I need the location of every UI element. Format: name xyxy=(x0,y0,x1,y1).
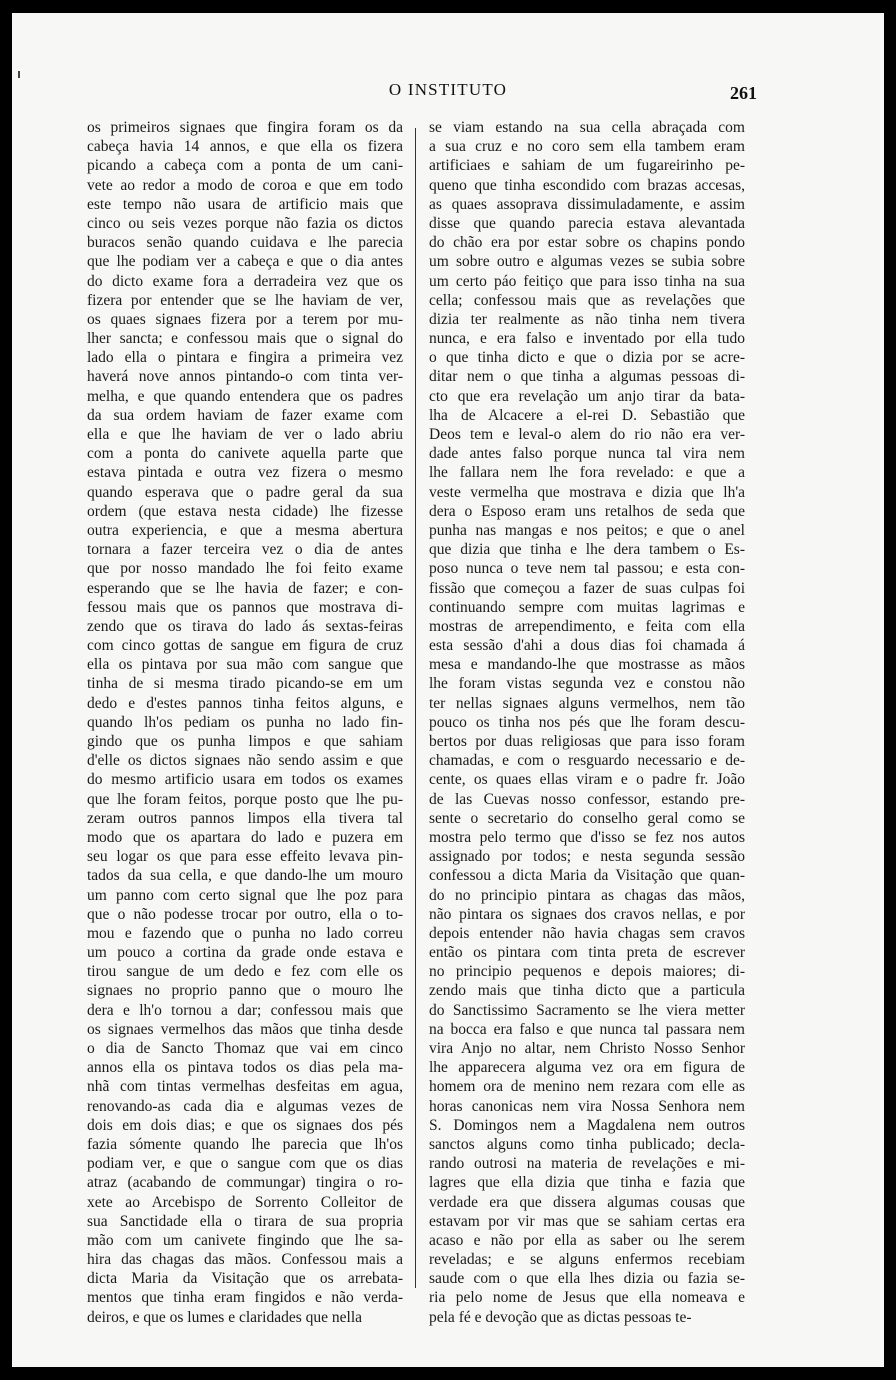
text-line: vete ao redor a modo de coroa e que em todo xyxy=(87,176,403,194)
text-line: assignado por todos; e nesta segunda sessão xyxy=(429,848,745,866)
text-line: haverá nove annos pintando-o com tinta ver- xyxy=(87,368,403,386)
text-line: um panno com certo signal que lhe poz para xyxy=(87,886,403,904)
text-line: lagres que ella dizia que tinha e fazia que xyxy=(429,1174,745,1192)
text-line: dera o Esposo eram uns retalhos de seda que xyxy=(429,502,745,520)
text-line: rando outrosi na materia de revelações e mi- xyxy=(429,1155,745,1173)
text-line: ter nellas signaes alguns vermelhos, nem tão xyxy=(429,694,745,712)
text-line: poso nunca o teve nem tal passou; e esta con- xyxy=(429,560,745,578)
text-line: lado ella o pintara e fingira a primeira vez xyxy=(87,349,403,367)
text-line: não pintara os signaes dos cravos nellas, e por xyxy=(429,905,745,923)
text-line: no principio pequenos e depois maiores; di- xyxy=(429,963,745,981)
text-line: mentos que tinha eram fingidos e não verda- xyxy=(87,1289,403,1307)
text-line: esta sessão d'ahi a dous dias foi chamada á xyxy=(429,637,745,655)
text-line: dizia ter realmente as não tinha nem tivera xyxy=(429,310,745,328)
text-line: da sua ordem haviam de fazer exame com xyxy=(87,406,403,424)
text-line: mostra pelo termo que d'isso se fez nos autos xyxy=(429,828,745,846)
text-line: lhe foram vistas segunda vez e constou não xyxy=(429,675,745,693)
text-line: annos ella os pintava todos os dias pela ma- xyxy=(87,1059,403,1077)
text-line: tirou sangue de um dedo e fez com elle os xyxy=(87,963,403,981)
text-line: esperando que se lhe havia de fazer; e con- xyxy=(87,579,403,597)
text-line: mão com um canivete fingindo que lhe sa- xyxy=(87,1231,403,1249)
text-line: tornara a fazer terceira vez o dia de antes xyxy=(87,541,403,559)
text-line: xete ao Arcebispo de Sorrento Colleitor de xyxy=(87,1193,403,1211)
text-line: um sobre outro e algumas vezes se subia sobre xyxy=(429,253,745,271)
text-line: fizera por entender que se lhe haviam de ver, xyxy=(87,291,403,309)
text-line: picando a cabeça com a ponta de um cani- xyxy=(87,157,403,175)
text-line: outra experiencia, e que a mesma abertura xyxy=(87,521,403,539)
text-line: do mesmo artificio usara em todos os exames xyxy=(87,771,403,789)
text-line: pela fé e devoção que as dictas pessoas te- xyxy=(429,1308,692,1326)
text-line: lher sancta; e confessou mais que o signal do xyxy=(87,330,403,348)
text-line: melha, e que quando entendera que os padres xyxy=(87,387,403,405)
text-line: fissão que começou a fazer de suas culpas foi xyxy=(429,579,745,597)
text-line: do no principio pintara as chagas das mãos, xyxy=(429,886,745,904)
right-column xyxy=(429,118,745,1327)
text-line: as quaes assoprava dissimuladamente, e assim xyxy=(429,195,745,213)
text-line: que lhe foram feitos, porque posto que lhe pu- xyxy=(87,790,403,808)
text-line: estavam por vir mas que se sahiam certas era xyxy=(429,1212,745,1230)
text-line: fessou mais que os pannos que mostrava di- xyxy=(87,598,403,616)
text-line: ditar nem o que tinha a algumas pessoas di- xyxy=(429,368,745,386)
text-line: buracos senão quando cuidava e lhe parecia xyxy=(87,234,403,252)
text-line: sua Sanctidade ella o tirara de sua propria xyxy=(87,1212,403,1230)
text-line: os primeiros signaes que fingira foram os da xyxy=(87,119,403,136)
text-line: cella; confessou mais que as revelações que xyxy=(429,291,745,309)
text-line: um certo páo feitiço que para isso tinha na sua xyxy=(429,272,745,290)
text-line: homem ora de menino nem rezara com elle as xyxy=(429,1078,745,1096)
text-line: fazia sómente quando lhe parecia que lh'os xyxy=(87,1135,403,1153)
text-line: depois entender não havia chagas sem cravos xyxy=(429,924,745,942)
text-line: um pouco a cortina da grade onde estava e xyxy=(87,944,403,962)
text-line: se viam estando na sua cella abraçada com xyxy=(429,119,745,136)
text-line: que por nosso mandado lhe foi feito exame xyxy=(87,560,403,578)
text-line: sente o secretario do conselho geral como se xyxy=(429,809,745,827)
running-title: O INSTITUTO xyxy=(388,80,508,99)
text-line: estava pintada e outra vez fizera o mesmo xyxy=(87,464,403,482)
text-line: punha nas mangas e nos peitos; e que o anel xyxy=(429,521,745,539)
text-line: zendo mais que tinha dicto que a particula xyxy=(429,982,745,1000)
margin-mark xyxy=(18,71,20,78)
text-line: podiam ver, e que o sangue com que os dias xyxy=(87,1155,403,1173)
text-line: lha de Alcacere a el-rei D. Sebastião que xyxy=(429,406,745,424)
text-line: acaso e não por ella as saber ou lhe serem xyxy=(429,1231,745,1249)
text-line: seu logar os que para esse effeito levava pin- xyxy=(87,848,403,866)
text-line: que lhe podiam ver a cabeça e que o dia antes xyxy=(87,253,403,271)
text-line: com cinco gottas de sangue em figura de cruz xyxy=(87,637,403,655)
text-line: tados da sua cella, e que dando-lhe um mouro xyxy=(87,867,403,885)
text-line: cto que era revelação um anjo tirar da bata- xyxy=(429,387,745,405)
text-line: nunca, e era falso e inventado por ella tudo xyxy=(429,330,745,348)
text-line: de las Cuevas nosso confessor, estando pre- xyxy=(429,790,745,808)
text-line: lhe fallara nem lhe fora revelado: e que a xyxy=(429,464,745,482)
text-line: d'elle os dictos signaes não sendo assim e que xyxy=(87,752,403,770)
text-line: chamadas, e com o resguardo necessario e de- xyxy=(429,752,745,770)
text-line: saude com o que ella lhes dizia ou fazia se- xyxy=(429,1270,745,1288)
text-line: tinha de si mesma tirado picando-se em um xyxy=(87,675,403,693)
text-line: dade antes falso porque nunca tal vira nem xyxy=(429,445,745,463)
text-line: renovando-as cada dia e algumas vezes de xyxy=(87,1097,403,1115)
text-line: cabeça havia 14 annos, e que ella os fizera xyxy=(87,138,403,156)
text-line: mesa e mandando-lhe que mostrasse as mãos xyxy=(429,656,745,674)
text-line: o dia de Sancto Thomaz que vai em cinco xyxy=(87,1040,403,1057)
text-line: disse que quando parecia estava alevantada xyxy=(429,214,745,232)
left-column xyxy=(87,118,403,1327)
text-line: lhe apparecera alguma vez ora em figura de xyxy=(429,1059,745,1077)
text-line: bertos por duas religiosas que para isso foram xyxy=(429,733,745,750)
text-line: mou e fazendo que o punha no lado correu xyxy=(87,924,403,942)
text-line: ella e que lhe haviam de ver o lado abriu xyxy=(87,426,403,443)
text-line: os quaes signaes fizera por a terem por mu- xyxy=(87,310,403,328)
text-line: do Sanctissimo Sacramento se lhe viera metter xyxy=(429,1001,745,1019)
text-line: ordem (que estava nesta cidade) lhe fizesse xyxy=(87,502,403,520)
text-line: nhã com tintas vermelhas desfeitas em agua, xyxy=(87,1078,403,1096)
text-line: S. Domingos nem a Magdalena nem outros xyxy=(429,1116,745,1134)
page-header xyxy=(12,80,884,110)
text-line: continuando sempre com muitas lagrimas e xyxy=(429,598,745,616)
text-line: modo que os apartara do lado e puzera em xyxy=(87,828,403,846)
text-line: queno que tinha escondido com brazas accesas, xyxy=(429,176,745,194)
text-line: zeram outros pannos limpos ella tivera tal xyxy=(87,809,403,827)
text-line: do dicto exame fora a derradeira vez que os xyxy=(87,272,403,290)
text-line: que dizia que tinha e lhe dera tambem o Es- xyxy=(429,541,745,559)
text-line: vira Anjo no altar, nem Christo Nosso Senhor xyxy=(429,1040,745,1057)
text-line: o que tinha dicto e que o dizia por se acre- xyxy=(429,349,745,367)
text-line: horas canonicas nem vira Nossa Senhora nem xyxy=(429,1097,745,1115)
text-line: dicta Maria da Visitação que os arrebata- xyxy=(87,1270,403,1288)
text-line: mostras de arrependimento, e feita com ella xyxy=(429,617,745,635)
text-line: quando lh'os pediam os punha no lado fin- xyxy=(87,713,403,731)
text-line: com a ponta do canivete aquella parte que xyxy=(87,445,403,463)
text-line: artificiaes e sahiam de um fugareirinho pe- xyxy=(429,157,745,175)
page xyxy=(12,13,884,1367)
text-line: dedo e d'estes pannos tinha feitos alguns, e xyxy=(87,694,403,712)
text-line: verdade era que dissera algumas cousas que xyxy=(429,1193,745,1211)
text-line: zendo que os tirava do lado ás sextas-feiras xyxy=(87,617,403,635)
text-line: confessou a dicta Maria da Visitação que quan- xyxy=(429,867,745,885)
column-divider xyxy=(415,128,416,1288)
text-line: dois em dois dias; e que os signaes dos pés xyxy=(87,1116,403,1134)
page-number: 261 xyxy=(730,83,757,103)
text-line: que o não podesse trocar por outro, ella o to- xyxy=(87,905,403,923)
text-line: cente, os quaes ellas viram e o padre fr. João xyxy=(429,771,745,789)
text-line: sanctos alguns como tinha publicado; decla- xyxy=(429,1135,745,1153)
text-line: ella os pintava por sua mão com sangue que xyxy=(87,656,403,674)
text-line: deiros, e que os lumes e claridades que nella xyxy=(87,1308,363,1326)
text-line: hira das chagas das mãos. Confessou mais a xyxy=(87,1251,403,1269)
text-line: veste vermelha que mostrava e dizia que lh'a xyxy=(429,483,745,501)
text-line: na bocca era falso e que nunca tal passara nem xyxy=(429,1020,745,1038)
text-line: do chão era por estar sobre os chapins pondo xyxy=(429,234,745,252)
text-line: quando esperava que o padre geral da sua xyxy=(87,483,403,501)
text-line: gindo que os punha limpos e que sahiam xyxy=(87,733,403,750)
text-line: reveladas; e se alguns enfermos recebiam xyxy=(429,1251,745,1269)
text-line: ria pelo nome de Jesus que ella nomeava e xyxy=(429,1289,745,1307)
text-line: então os pintara com tinta preta de escrever xyxy=(429,944,745,962)
text-line: atraz (acabando de commungar) tingira o ro- xyxy=(87,1174,403,1192)
text-line: pouco os tinha nos pés que lhe foram descu- xyxy=(429,713,745,731)
text-line: signaes no proprio panno que o mouro lhe xyxy=(87,982,403,1000)
text-line: os signaes vermelhos das mãos que tinha desde xyxy=(87,1020,403,1038)
text-line: cinco ou seis vezes porque não fazia os dictos xyxy=(87,214,403,232)
text-line: Deos tem e leval-o alem do rio não era ver- xyxy=(429,426,745,443)
text-line: a sua cruz e no coro sem ella tambem eram xyxy=(429,138,745,156)
text-line: dera e lh'o tornou a dar; confessou mais que xyxy=(87,1001,403,1019)
text-line: este tempo não usara de artificio mais que xyxy=(87,195,403,213)
